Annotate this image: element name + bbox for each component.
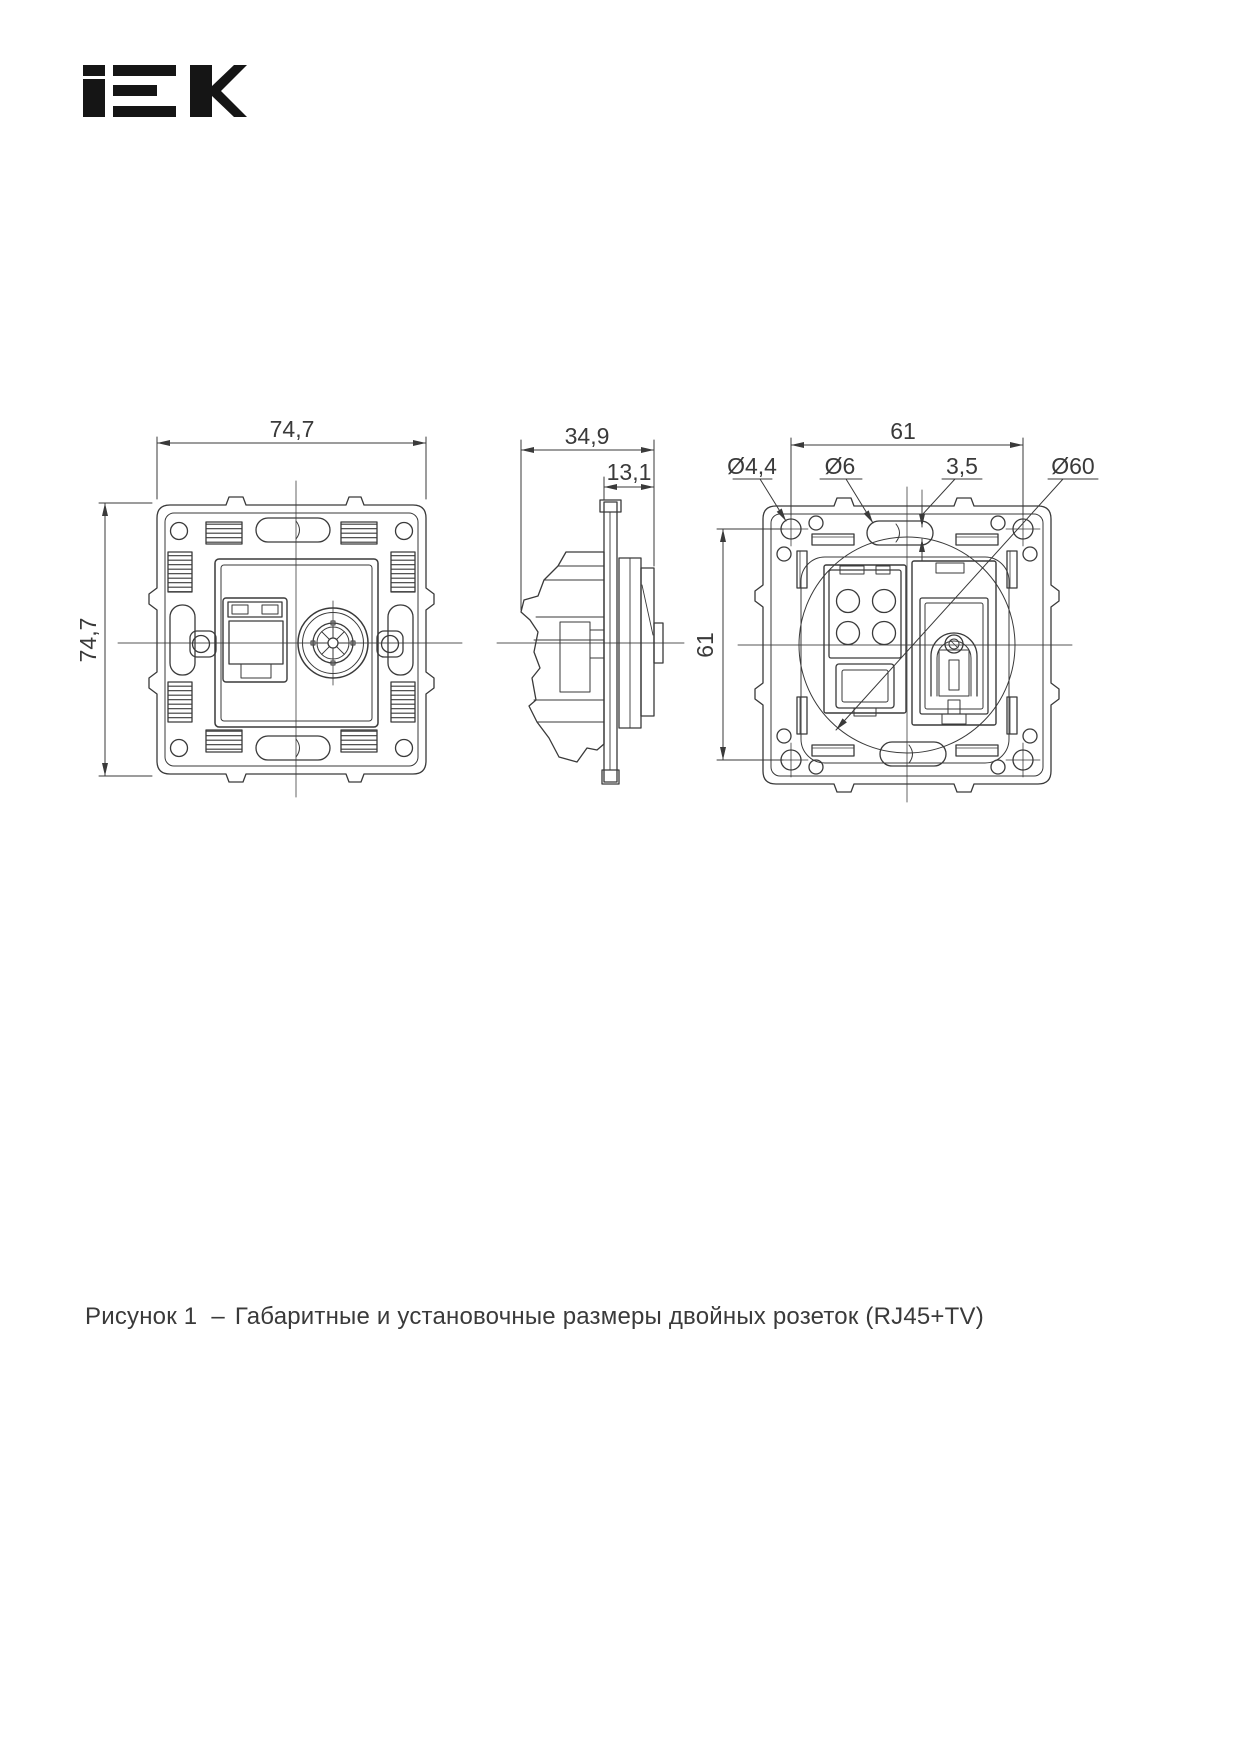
front-mounting-frame — [149, 497, 434, 782]
front-fixing-screw-ears — [190, 631, 403, 657]
dim-side-front-depth-label: 13,1 — [606, 459, 652, 485]
front-height-dimension — [75, 503, 152, 776]
iek-logo — [83, 65, 247, 117]
dim-back-pitch-h-label: 61 — [890, 418, 916, 444]
front-width-dimension — [157, 416, 426, 499]
figure-number: Рисунок 1 — [85, 1303, 198, 1330]
figure-caption-dash: – — [211, 1303, 225, 1330]
side-profile — [521, 500, 663, 784]
back-view — [692, 418, 1098, 802]
dim-back-pitch-v-label: 61 — [692, 632, 718, 658]
back-vertical-pitch-dimension — [692, 529, 783, 760]
back-centerlines — [738, 487, 1072, 802]
dim-front-height-label: 74,7 — [75, 617, 101, 663]
dim-slot-hole-dia-label: Ø6 — [824, 453, 856, 479]
dim-slot-width-label: 3,5 — [946, 453, 978, 479]
rj45-jack — [223, 598, 287, 682]
back-slot-hole-callout — [820, 453, 873, 523]
side-view — [497, 423, 684, 784]
rj45-rear-module — [824, 565, 906, 716]
front-view — [75, 416, 462, 797]
dim-box-dia-label: Ø60 — [1051, 453, 1095, 479]
side-front-depth-dimension — [604, 459, 654, 500]
side-total-depth-dimension — [521, 423, 654, 610]
dim-front-width-label: 74,7 — [269, 416, 315, 442]
figure-caption — [85, 1303, 1135, 1331]
dim-side-total-depth-label: 34,9 — [564, 423, 610, 449]
tv-rear-module — [912, 561, 996, 725]
figure-caption-text: Габаритные и установочные размеры двойных розеток (RJ45+TV) — [234, 1303, 984, 1330]
back-screw-hole-callout — [727, 453, 786, 521]
dim-screw-hole-dia-label: Ø4,4 — [727, 453, 777, 479]
